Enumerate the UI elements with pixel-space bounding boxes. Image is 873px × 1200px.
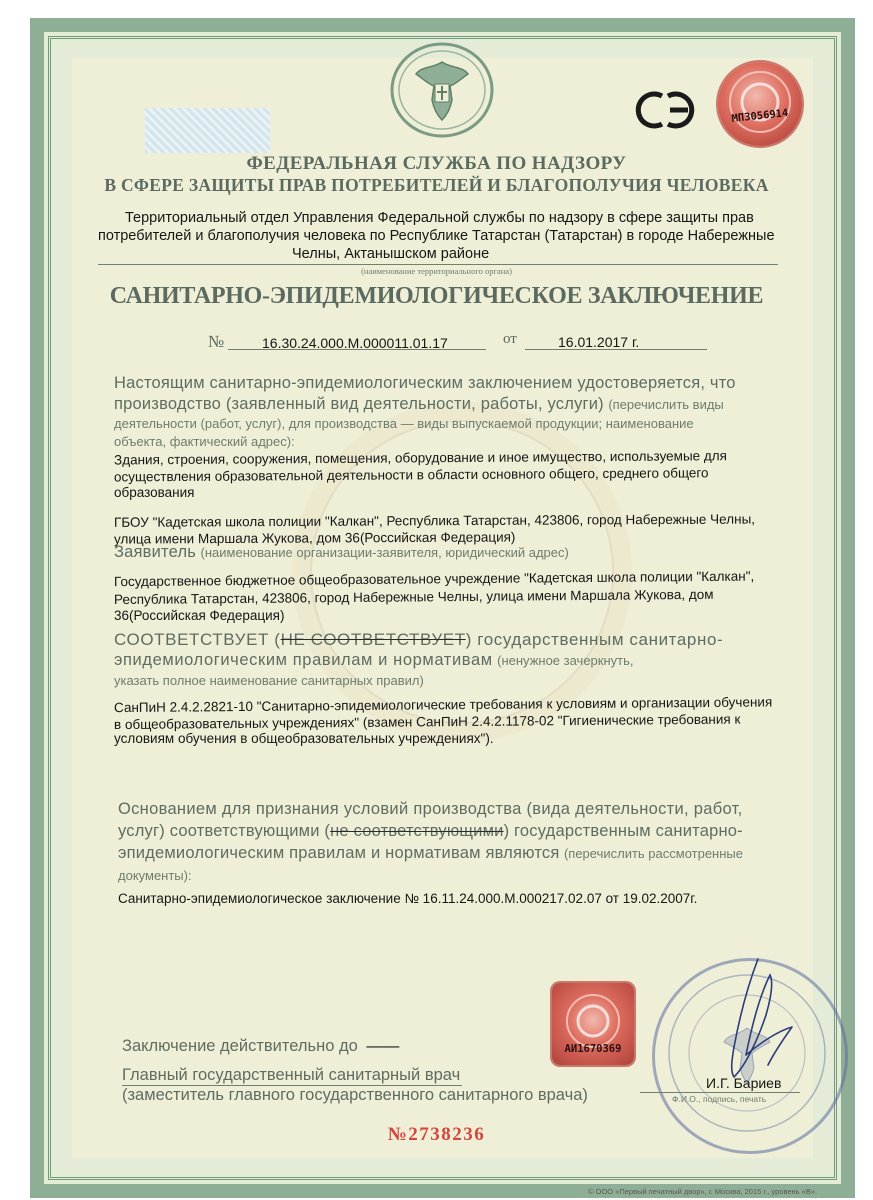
- basis-line3-row: [118, 844, 838, 863]
- printer-note: © ООО «Первый печатный двор», г. Москва, 2015 г., уровень «В».: [588, 1187, 818, 1196]
- document-date: 16.01.2017 г.: [558, 334, 640, 350]
- basis-line2: [118, 822, 838, 841]
- basis-not-corresponding-struck: не соответствующими: [330, 822, 504, 840]
- chief-underline: [122, 1085, 462, 1086]
- applicant-value-line3: 36(Российская Федерация): [114, 608, 285, 623]
- production-intro-line2-row: [114, 395, 814, 414]
- date-label: от: [503, 331, 517, 347]
- territorial-body-line3: Челны, Актанышском районе: [292, 246, 490, 262]
- number-label: №: [208, 332, 225, 351]
- production-value-line2: осуществления образовательной деятельности в области основного общего, среднего общего: [113, 465, 709, 485]
- basis-hint-line2: документы):: [118, 868, 192, 883]
- territorial-caption: (наименование территориального органа): [361, 266, 512, 276]
- production-intro-line1: Настоящим санитарно-эпидемиологическим заключением удостоверяется, что: [114, 374, 736, 392]
- sanpin-line3: условиям обучения в общеобразовательных учреждениях").: [114, 731, 494, 746]
- validity-value: ——: [366, 1037, 400, 1055]
- production-hint-line2: деятельности (работ, услуг), для производства — виды выпускаемой продукции; наименование: [114, 416, 694, 431]
- basis-line2-end: ) государственным санитарно-: [503, 822, 743, 840]
- compliance-hint-line1: (ненужное зачеркнуть,: [497, 653, 634, 668]
- hologram-sticker-bottom: [552, 983, 634, 1065]
- applicant-value-line1: Государственное бюджетное общеобразовательное учреждение "Кадетская школа полиции "Калкан",: [113, 568, 755, 590]
- chief-line2: (заместитель главного государственного санитарного врача): [122, 1086, 588, 1104]
- basis-line2-start: услуг) соответствующими (: [118, 822, 331, 840]
- form-number: №2738236: [387, 1124, 486, 1145]
- basis-value: Санитарно-эпидемиологическое заключение № 16.11.24.000.М.000217.02.07 от 19.02.2007г.: [118, 891, 698, 906]
- territorial-body-line2: потребителей и благополучия человека по Республике Татарстан (Татарстан) в городе Набережные: [98, 228, 775, 244]
- territorial-body-line1: Территориальный отдел Управления Федеральной службы по надзору в сфере защиты прав: [125, 210, 754, 226]
- basis-line1: Основанием для признания условий производства (вида деятельности, работ,: [118, 800, 743, 818]
- applicant-label-row: [114, 543, 814, 562]
- validity-row: [122, 1037, 542, 1056]
- territorial-underline: [98, 264, 778, 265]
- document-title: САНИТАРНО-ЭПИДЕМИОЛОГИЧЕСКОЕ ЗАКЛЮЧЕНИЕ: [109, 283, 764, 309]
- signer-underline: [640, 1092, 800, 1093]
- production-value-line3: образования: [114, 485, 195, 500]
- se-logo-icon: [628, 86, 704, 134]
- compliance-line2: эпидемиологическим правилам и нормативам: [114, 651, 493, 669]
- basis-line3: эпидемиологическим правилам и нормативам являются: [118, 844, 560, 862]
- agency-title-line1: ФЕДЕРАЛЬНАЯ СЛУЖБА ПО НАДЗОРУ: [246, 153, 627, 174]
- coat-of-arms-emblem: [388, 40, 496, 140]
- compliance-line2-row: [114, 651, 834, 670]
- hologram-bottom-code: АИ1670369: [564, 1043, 622, 1055]
- agency-title-line2: В СФЕРЕ ЗАЩИТЫ ПРАВ ПОТРЕБИТЕЛЕЙ И БЛАГОПОЛУЧИЯ ЧЕЛОВЕКА: [104, 175, 769, 195]
- production-hint-line1: (перечислить виды: [608, 397, 724, 412]
- chief-line1: Главный государственный санитарный врач: [122, 1066, 461, 1084]
- signer-caption: Ф.И.О., подпись, печать: [672, 1094, 767, 1104]
- sanpin-line2: в общеобразовательных учреждениях" (взамен СанПиН 2.4.2.1178-02 "Гигиенические требования к: [113, 711, 741, 733]
- validity-label: Заключение действительно до: [122, 1037, 358, 1055]
- compliance-line1: [114, 630, 834, 650]
- security-pattern: [145, 108, 270, 153]
- hologram-sticker-top: [718, 62, 802, 146]
- compliance-complies: СООТВЕТСТВУЕТ (: [114, 630, 281, 649]
- compliance-not-complies-struck: НЕ СООТВЕТСТВУЕТ: [280, 630, 466, 649]
- production-intro-line2: производство (заявленный вид деятельности, работы, услуги): [114, 395, 604, 413]
- document-number: 16.30.24.000.М.000011.01.17: [262, 335, 448, 351]
- sanpin-line1: СанПиН 2.4.2.2821-10 "Санитарно-эпидемиологические требования к условиям и организации обучения: [113, 694, 773, 716]
- hologram-top-code: МП3056914: [731, 107, 789, 125]
- production-hint-line3: объекта, фактический адрес):: [114, 434, 295, 449]
- basis-hint-line1: (перечислить рассмотренные: [563, 846, 743, 861]
- compliance-hint-line2: указать полное наименование санитарных правил): [114, 673, 424, 688]
- applicant-hint: (наименование организации-заявителя, юридический адрес): [200, 545, 569, 560]
- se-logo-text: [628, 86, 629, 87]
- production-value-line1: Здания, строения, сооружения, помещения, оборудование и иное имущество, используемые для: [113, 448, 728, 468]
- object-address-line2: улица имени Маршала Жукова, дом 36(Российская Федерация): [113, 529, 516, 547]
- object-address-line1: ГБОУ "Кадетская школа полиции "Калкан", Республика Татарстан, 423806, город Набережные Челны,: [113, 511, 756, 530]
- signer-name: И.Г. Бариев: [706, 1075, 782, 1091]
- compliance-line1-end: ) государственным санитарно-: [465, 630, 724, 649]
- applicant-label: Заявитель: [114, 543, 197, 561]
- applicant-value-line2: Республика Татарстан, 423806, город Набережные Челны, улица имени Маршала Жукова, дом: [113, 586, 714, 608]
